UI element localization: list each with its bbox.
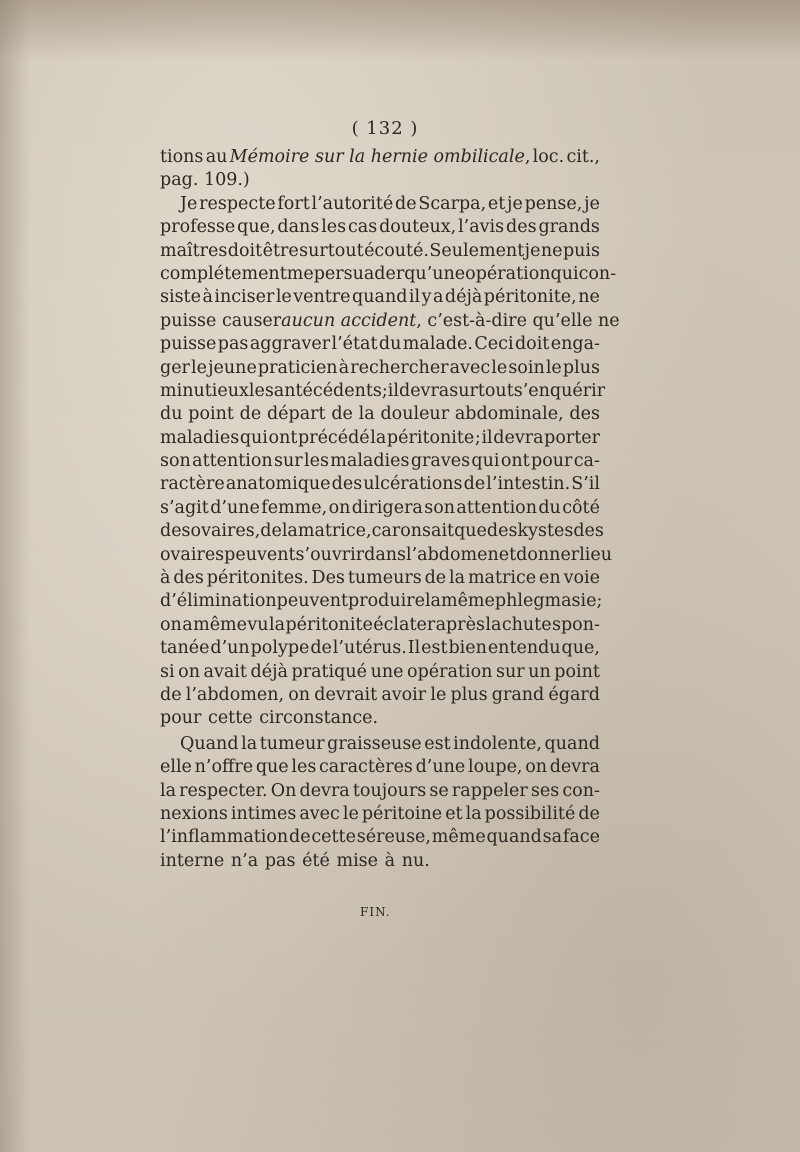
word: déjà: [444, 287, 483, 308]
word: toujours: [352, 780, 427, 801]
word: la: [485, 614, 502, 635]
word: est: [421, 638, 448, 659]
word: que: [255, 757, 289, 778]
word: circonstance.: [259, 708, 379, 729]
word: l’avis: [458, 217, 505, 238]
word: matrice: [467, 568, 537, 589]
word: péritonite: [386, 427, 475, 448]
word: des: [173, 568, 204, 589]
text-line: [160, 263, 617, 286]
text-line: [160, 756, 600, 779]
word: de: [395, 193, 417, 214]
word: que: [454, 521, 487, 542]
word: sa: [542, 827, 563, 848]
italic-title: Mémoire sur la hernie ombilicale: [229, 147, 525, 167]
word: une: [370, 661, 404, 682]
word: est: [424, 733, 451, 754]
text-line: [160, 803, 600, 826]
word: abdominale,: [454, 404, 564, 425]
text-line: [160, 590, 603, 613]
word: con-: [578, 263, 617, 284]
word: le: [191, 357, 208, 378]
word: phlegmasie: [494, 591, 597, 612]
word: s’agit: [160, 497, 209, 518]
word: con-: [562, 780, 600, 801]
word: ont: [500, 451, 530, 472]
word: grands: [538, 217, 600, 238]
word: de: [578, 803, 600, 824]
word: douleur: [380, 404, 450, 425]
word: on: [328, 497, 351, 518]
word: du: [160, 404, 183, 425]
word: on: [160, 614, 182, 635]
word: même: [431, 827, 486, 848]
word: quand: [486, 827, 542, 848]
word: donner: [516, 544, 580, 565]
word: même: [193, 614, 247, 635]
word: égard: [548, 684, 600, 705]
word: des: [573, 521, 604, 542]
word: pense,: [524, 193, 583, 214]
word: du: [538, 497, 561, 518]
italic-phrase: aucun accident: [281, 310, 417, 331]
word: qui: [471, 451, 500, 472]
word: nexions: [160, 803, 228, 824]
word: a: [432, 287, 444, 308]
word: on: [178, 661, 200, 682]
word: quand: [544, 733, 600, 754]
word: fort: [277, 193, 310, 214]
word: même: [440, 591, 495, 612]
word: côté: [562, 497, 600, 518]
word: de: [260, 521, 282, 542]
word: précédé: [298, 427, 370, 448]
word: attention: [192, 451, 273, 472]
word: la: [465, 803, 482, 824]
word: dans: [364, 544, 407, 565]
word: attention: [456, 497, 537, 518]
word: je: [524, 240, 541, 261]
text-line: [160, 850, 600, 873]
text-line: tions au Mémoire sur la hernie ombilicale, loc. cit.,: [160, 147, 600, 167]
page-number: ( 132 ): [351, 118, 419, 139]
word: ;: [596, 591, 603, 612]
text-line: [160, 567, 600, 590]
word: des: [486, 521, 518, 542]
text-line: [160, 497, 600, 520]
word: de: [239, 404, 262, 425]
word: maladies: [160, 427, 240, 448]
text-line: [160, 826, 600, 849]
word: la: [269, 614, 286, 635]
word: le: [430, 684, 447, 705]
text-line: [160, 427, 600, 450]
word: lieu: [579, 544, 613, 565]
text-line: [160, 333, 600, 356]
word: l’abdomen: [406, 544, 499, 565]
word: point: [554, 661, 600, 682]
word: de: [310, 638, 332, 659]
word: kystes: [517, 521, 574, 542]
word: soin: [508, 357, 545, 378]
word: avoir: [381, 684, 427, 705]
text-line: [160, 403, 600, 426]
body-text: [160, 146, 620, 873]
word: devra: [493, 427, 544, 448]
word: ca-: [573, 451, 600, 472]
word: de: [463, 474, 486, 495]
word: l’intestin.: [486, 474, 571, 495]
word: les: [321, 217, 347, 238]
word: plus: [562, 357, 600, 378]
word: déjà: [250, 661, 288, 682]
word: puisse: [160, 334, 217, 355]
word: respecter.: [179, 780, 268, 801]
word: puis: [562, 240, 600, 261]
word: d’une: [415, 757, 466, 778]
word: l’état: [331, 334, 378, 355]
word: ont: [268, 427, 298, 448]
word: dans: [277, 217, 320, 238]
word: pas: [264, 850, 296, 871]
word: écouté.: [364, 240, 429, 261]
word: Des: [311, 568, 345, 589]
word: professe: [160, 217, 236, 238]
word: être: [262, 240, 299, 261]
word: son: [424, 497, 456, 518]
word: Il: [407, 638, 421, 659]
word: cette: [208, 708, 253, 729]
word: qui: [550, 263, 579, 284]
word: qui: [239, 427, 268, 448]
word: bien: [448, 638, 487, 659]
word: pour: [531, 451, 573, 472]
word: cas: [348, 217, 378, 238]
word: devra: [299, 780, 350, 801]
text-line: [160, 707, 600, 730]
word: ovaires,: [190, 521, 261, 542]
word: on: [288, 684, 311, 705]
word: l’autorité: [311, 193, 394, 214]
page-shadow-left: [0, 0, 30, 1152]
word: à: [384, 850, 396, 871]
text-line: [160, 286, 600, 309]
word: pratiqué: [291, 661, 367, 682]
word: il: [387, 380, 399, 401]
word: ne: [578, 287, 600, 308]
word: la: [241, 733, 258, 754]
text-line: [160, 614, 600, 637]
word: péritonites.: [206, 568, 309, 589]
word: tanée: [160, 638, 210, 659]
word: Quand: [180, 733, 239, 754]
word: je: [507, 193, 523, 214]
word: ses: [530, 780, 560, 801]
word: les: [304, 451, 329, 472]
word: et: [445, 803, 463, 824]
word: son: [160, 451, 191, 472]
word: douteux,: [379, 217, 457, 238]
word: de: [331, 404, 353, 425]
word: le: [491, 357, 508, 378]
word: en: [539, 568, 561, 589]
word: enga-: [550, 334, 600, 355]
word: que,: [561, 638, 600, 659]
word: des: [569, 404, 600, 425]
word: spon-: [552, 614, 600, 635]
word: voie: [563, 568, 600, 589]
word: siste: [160, 287, 201, 308]
word: intimes: [230, 803, 297, 824]
word: Ceci: [474, 334, 514, 355]
word: antécédents: [273, 380, 382, 401]
word: devra: [399, 380, 450, 401]
word: maîtres: [160, 240, 228, 261]
word: un: [528, 661, 551, 682]
word: ;: [474, 427, 481, 448]
word: graves: [410, 451, 471, 472]
word: les: [248, 380, 274, 401]
word: l’abdomen,: [185, 684, 285, 705]
text-line: [160, 357, 600, 380]
word: le: [342, 803, 359, 824]
word: devrait: [314, 684, 378, 705]
word: quand: [352, 287, 408, 308]
word: des: [160, 521, 191, 542]
text-line: [160, 637, 600, 660]
text-line: [160, 473, 600, 496]
word: elle: [160, 757, 192, 778]
word: surtout: [299, 240, 364, 261]
word: avec: [449, 357, 491, 378]
word: à: [202, 287, 213, 308]
word: après: [435, 614, 485, 635]
word: polype: [250, 638, 310, 659]
word: ulcérations: [363, 474, 463, 495]
word: mise: [336, 850, 378, 871]
word: on: [400, 521, 423, 542]
word: le: [545, 357, 562, 378]
page-shadow-top: [0, 0, 800, 60]
word: péritonite,: [483, 287, 577, 308]
word: loupe,: [467, 757, 523, 778]
word: s’ouvrir: [295, 544, 365, 565]
word: se: [429, 780, 449, 801]
text-line: [160, 544, 613, 567]
word: ventre: [293, 287, 351, 308]
word: porter: [544, 427, 600, 448]
text-line: [160, 380, 606, 403]
word: éclater: [373, 614, 436, 635]
word: péritonite: [285, 614, 373, 635]
word: nu.: [401, 850, 430, 871]
word: aggraver: [249, 334, 331, 355]
word: il: [481, 427, 493, 448]
word: indolente,: [453, 733, 542, 754]
end-mark: FIN.: [360, 905, 391, 919]
paragraph-start-line: [160, 193, 600, 216]
word: On: [270, 780, 297, 801]
word: s’enquérir: [513, 380, 606, 401]
word: praticien: [257, 357, 338, 378]
word: n’a: [230, 850, 259, 871]
word: n’offre: [194, 757, 254, 778]
word: de: [424, 568, 447, 589]
paragraph-start-line: [160, 733, 600, 756]
word: séreuse,: [356, 827, 431, 848]
word: surtout: [449, 380, 514, 401]
word: qu’une: [404, 263, 466, 284]
word: avec: [299, 803, 340, 824]
word: la: [449, 568, 466, 589]
word: face: [562, 827, 600, 848]
word: été: [302, 850, 330, 871]
word: pas: [217, 334, 249, 355]
word: Scarpa,: [418, 193, 487, 214]
word: Seulement: [429, 240, 525, 261]
word: plus: [450, 684, 488, 705]
word: sur: [274, 451, 303, 472]
word: dirigera: [351, 497, 423, 518]
text-line: [160, 684, 600, 707]
word: le: [275, 287, 292, 308]
text-line: [160, 520, 604, 543]
word: des: [331, 474, 363, 495]
word: produire: [348, 591, 425, 612]
word: départ: [266, 404, 326, 425]
word: peuvent: [224, 544, 296, 565]
word: sur: [495, 661, 525, 682]
word: si: [160, 661, 175, 682]
word: S’il: [571, 474, 600, 495]
word: complétement: [160, 263, 287, 284]
word: d’un: [210, 638, 250, 659]
word: la: [358, 404, 375, 425]
word: et: [487, 193, 506, 214]
word: inciser: [214, 287, 275, 308]
word: femme,: [261, 497, 328, 518]
text-line: pag. 109.): [160, 170, 250, 191]
word: entendu: [487, 638, 561, 659]
word: sait: [422, 521, 455, 542]
word: Je: [180, 193, 198, 214]
word: et: [498, 544, 517, 565]
text-line: [160, 240, 600, 263]
text-line: [160, 450, 600, 473]
word: ne: [540, 240, 563, 261]
word: jeune: [208, 357, 257, 378]
word: on: [525, 757, 547, 778]
word: du: [378, 334, 402, 355]
word: malade.: [402, 334, 473, 355]
word: anatomique: [225, 474, 331, 495]
word: doit: [514, 334, 550, 355]
word: car: [371, 521, 401, 542]
word: persuader: [313, 263, 405, 284]
word: avait: [203, 661, 247, 682]
word: grand: [491, 684, 545, 705]
word: des: [506, 217, 537, 238]
text-line: [160, 780, 600, 803]
word: chute: [501, 614, 552, 635]
word: ovaires: [160, 544, 225, 565]
word: devra: [549, 757, 600, 778]
word: pour: [160, 708, 202, 729]
word: minutieux: [160, 380, 249, 401]
word: vu: [247, 614, 269, 635]
word: la: [424, 591, 441, 612]
word: de: [160, 684, 182, 705]
word: y: [421, 287, 432, 308]
text-line: [160, 216, 600, 239]
word: tumeur: [259, 733, 325, 754]
word: ;: [381, 380, 388, 401]
word: opération: [465, 263, 551, 284]
word: respecte: [199, 193, 276, 214]
word: point: [188, 404, 234, 425]
word: les: [291, 757, 317, 778]
word: la: [370, 427, 387, 448]
word: matrice,: [297, 521, 372, 542]
word: interne: [160, 850, 225, 871]
word: ger: [160, 357, 190, 378]
word: d’élimination: [160, 591, 277, 612]
word: peuvent: [276, 591, 349, 612]
word: la: [160, 780, 177, 801]
word: l’utérus.: [332, 638, 407, 659]
word: a: [182, 614, 193, 635]
text-line: puisse causer aucun accident, c’est-à-dire qu’elle ne: [160, 310, 620, 331]
word: tumeurs: [347, 568, 422, 589]
word: cette: [311, 827, 356, 848]
word: il: [408, 287, 421, 308]
word: rappeler: [451, 780, 528, 801]
word: doit: [227, 240, 263, 261]
word: à: [160, 568, 171, 589]
word: je: [584, 193, 600, 214]
word: caractères: [318, 757, 413, 778]
text-line: [160, 661, 600, 684]
word: l’inflammation: [160, 827, 289, 848]
word: péritoine: [361, 803, 443, 824]
word: me: [286, 263, 314, 284]
word: de: [289, 827, 311, 848]
word: maladies: [330, 451, 410, 472]
word: rechercher: [350, 357, 449, 378]
word: la: [281, 521, 298, 542]
word: graisseuse: [327, 733, 422, 754]
word: que,: [237, 217, 276, 238]
word: à: [338, 357, 350, 378]
word: ractère: [160, 474, 225, 495]
word: opération: [407, 661, 493, 682]
word: d’une: [210, 497, 260, 518]
word: possibilité: [484, 803, 576, 824]
